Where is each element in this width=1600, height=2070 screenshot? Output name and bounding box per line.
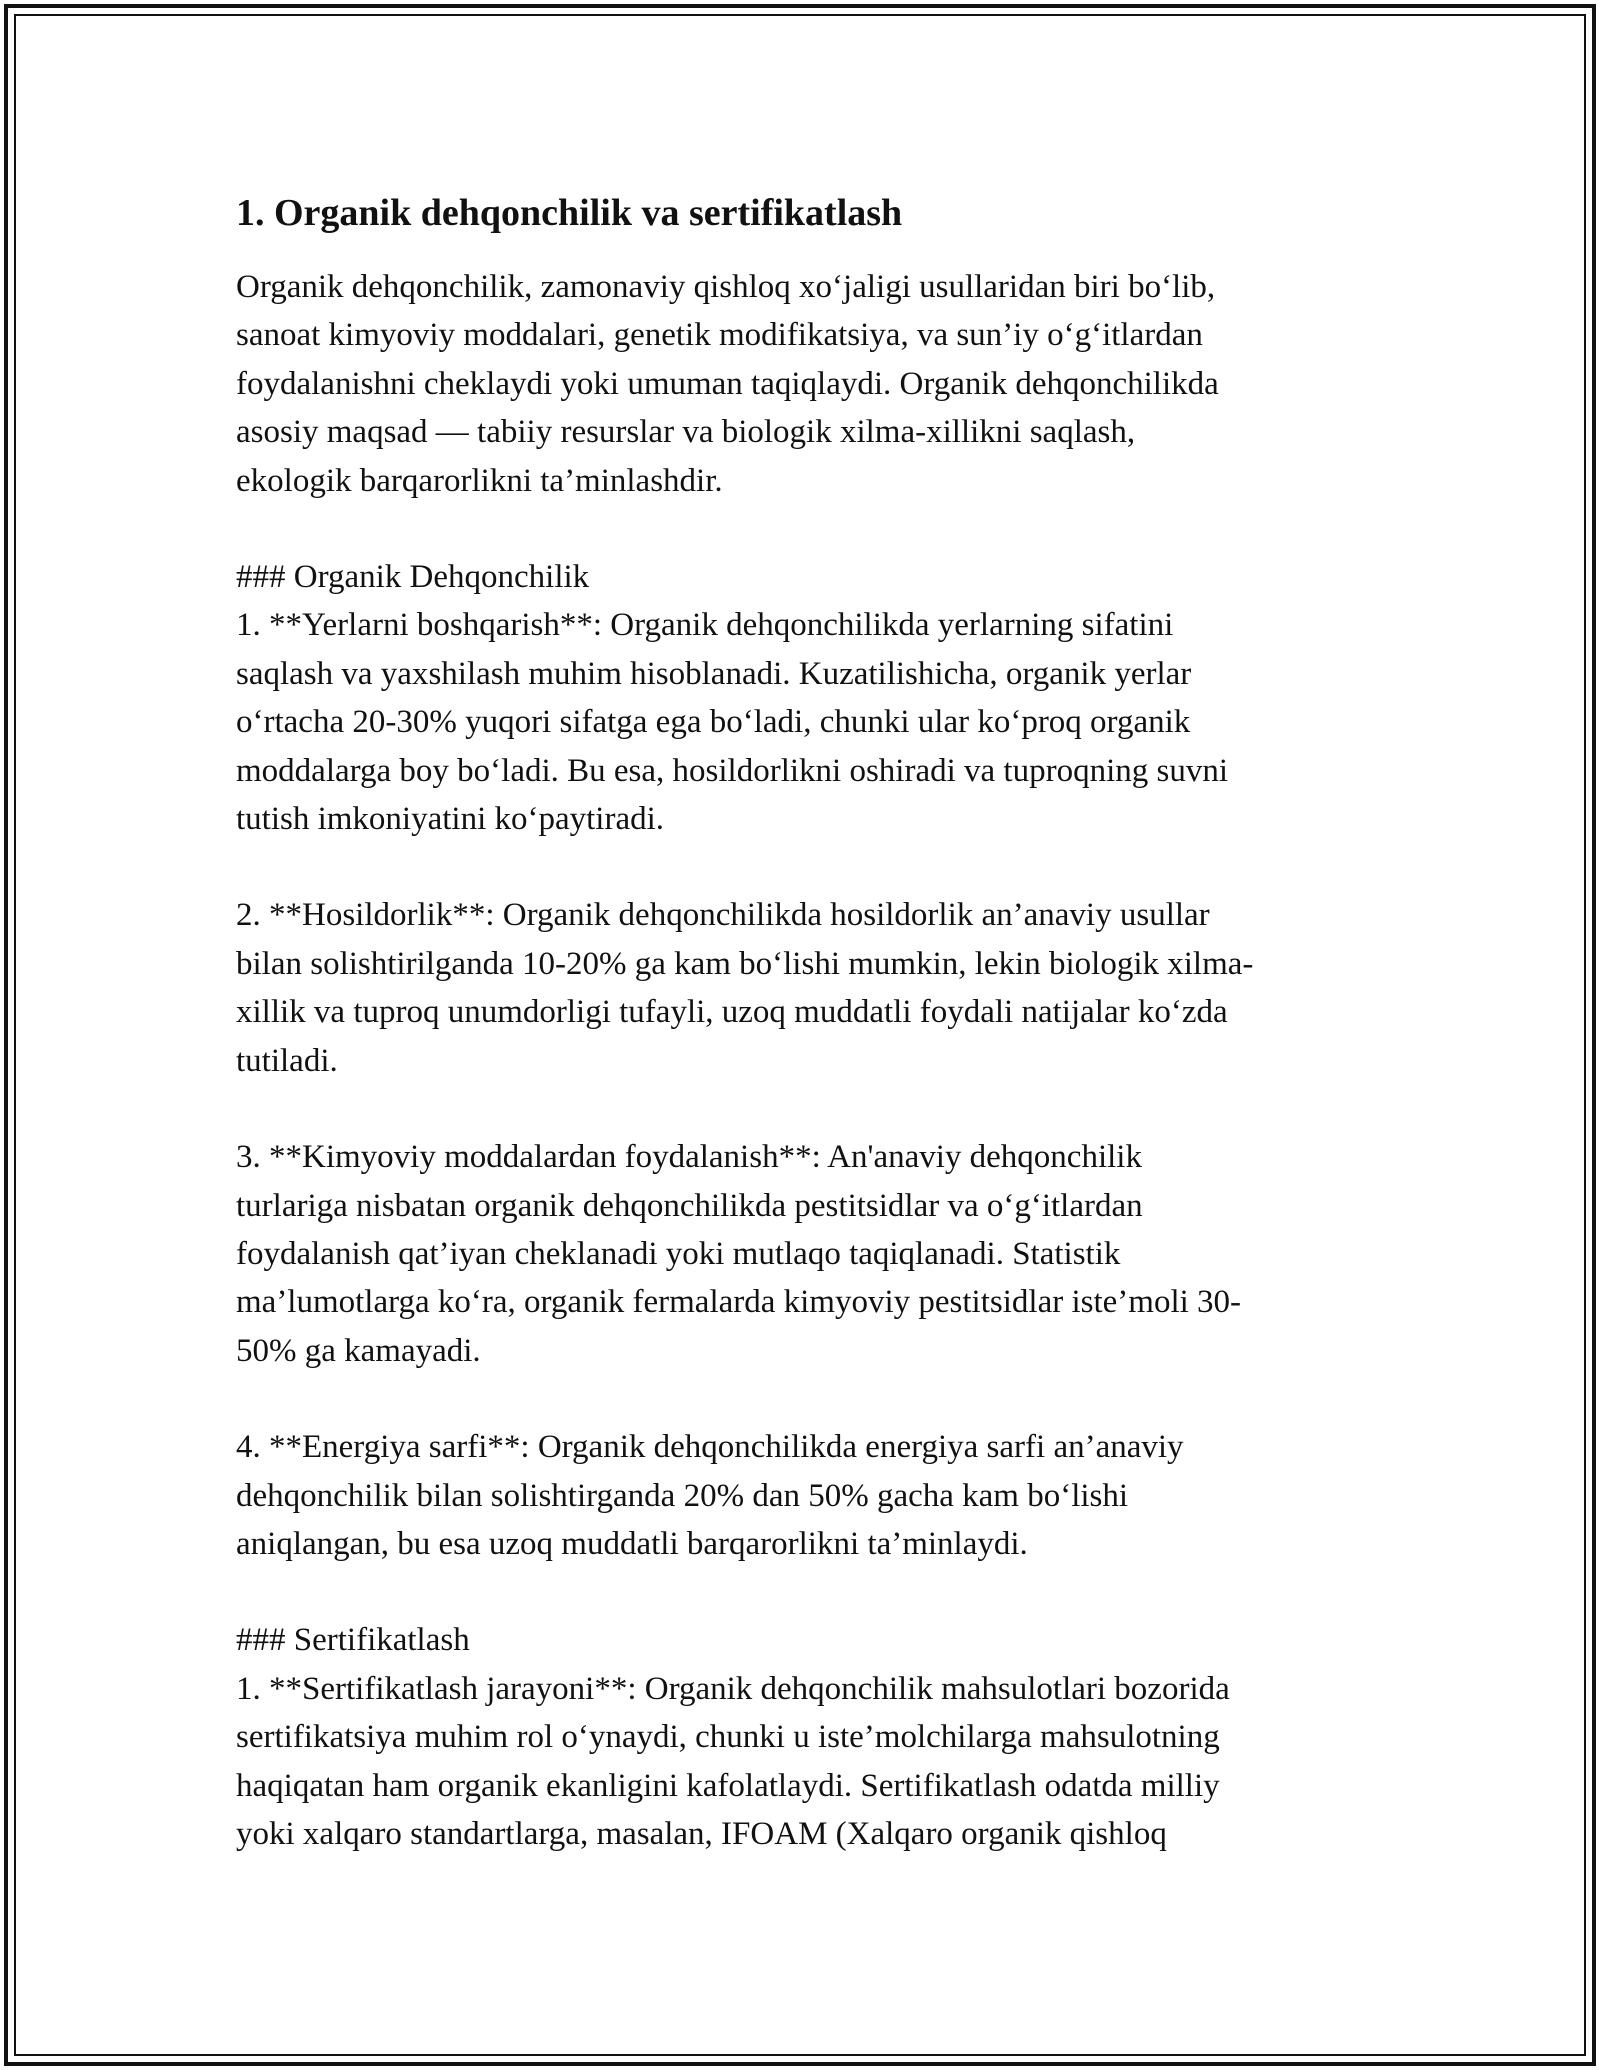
text-line: o‘rtacha 20-30% yuqori sifatga ega bo‘ladi, chunki ular ko‘proq organik bbox=[236, 704, 1191, 741]
text-line: 50% ga kamayadi. bbox=[236, 1332, 481, 1369]
text-line: tutish imkoniyatini ko‘paytiradi. bbox=[236, 801, 665, 838]
text-line: 1. **Yerlarni boshqarish**: Organik dehqonchilikda yerlarning sifatini bbox=[236, 607, 1174, 644]
text-line: foydalanishni cheklaydi yoki umuman taqiqlaydi. Organik dehqonchilikda bbox=[236, 365, 1219, 402]
text-line: sertifikatsiya muhim rol o‘ynaydi, chunki u iste’molchilarga mahsulotning bbox=[236, 1719, 1220, 1756]
text-line: ma’lumotlarga ko‘ra, organik fermalarda kimyoviy pestitsidlar iste’moli 30- bbox=[236, 1284, 1242, 1321]
paragraph-sertifikat-1 bbox=[236, 1616, 1386, 1858]
text-line: 3. **Kimyoviy moddalardan foydalanish**: An'anaviy dehqonchilik bbox=[236, 1139, 1142, 1176]
paragraph-intro bbox=[236, 263, 1386, 505]
paragraph-organik-4 bbox=[236, 1423, 1386, 1568]
text-line: dehqonchilik bilan solishtirganda 20% dan 50% gacha kam bo‘lishi bbox=[236, 1477, 1129, 1514]
text-line: 1. **Sertifikatlash jarayoni**: Organik dehqonchilik mahsulotlari bozorida bbox=[236, 1670, 1230, 1707]
document-title: 1. Organik dehqonchilik va sertifikatlash bbox=[236, 192, 903, 234]
paragraph-organik-1 bbox=[236, 553, 1386, 843]
text-line: turlariga nisbatan organik dehqonchilikda pestitsidlar va o‘g‘itlardan bbox=[236, 1187, 1143, 1224]
document-page bbox=[236, 185, 1386, 1906]
text-line: asosiy maqsad — tabiiy resurslar va biologik xilma-xillikni saqlash, bbox=[236, 414, 1136, 451]
text-line: foydalanish qat’iyan cheklanadi yoki mutlaqo taqiqlanadi. Statistik bbox=[236, 1235, 1121, 1272]
section-heading-organik: ### Organik Dehqonchilik bbox=[236, 559, 590, 596]
text-line: sanoat kimyoviy moddalari, genetik modifikatsiya, va sun’iy o‘g‘itlardan bbox=[236, 317, 1203, 354]
text-line: tutiladi. bbox=[236, 1042, 338, 1079]
paragraph-organik-2 bbox=[236, 891, 1386, 1085]
text-line: 2. **Hosildorlik**: Organik dehqonchilikda hosildorlik an’anaviy usullar bbox=[236, 897, 1210, 934]
text-line: 4. **Energiya sarfi**: Organik dehqonchilikda energiya sarfi an’anaviy bbox=[236, 1429, 1184, 1466]
section-heading-sertifikat: ### Sertifikatlash bbox=[236, 1622, 470, 1659]
paragraph-organik-3 bbox=[236, 1133, 1386, 1375]
text-line: aniqlangan, bu esa uzoq muddatli barqarorlikni ta’minlaydi. bbox=[236, 1525, 1028, 1562]
text-line: xillik va tuproq unumdorligi tufayli, uzoq muddatli foydali natijalar ko‘zda bbox=[236, 994, 1228, 1031]
text-line: moddalarga boy bo‘ladi. Bu esa, hosildorlikni oshiradi va tuproqning suvni bbox=[236, 752, 1229, 789]
text-line: saqlash va yaxshilash muhim hisoblanadi. Kuzatilishicha, organik yerlar bbox=[236, 655, 1192, 692]
text-line: bilan solishtirilganda 10-20% ga kam bo‘lishi mumkin, lekin biologik xilma- bbox=[236, 945, 1254, 982]
text-line: yoki xalqaro standartlarga, masalan, IFOAM (Xalqaro organik qishloq bbox=[236, 1815, 1167, 1852]
text-line: ekologik barqarorlikni ta’minlashdir. bbox=[236, 462, 723, 499]
text-line: haqiqatan ham organik ekanligini kafolatlaydi. Sertifikatlash odatda milliy bbox=[236, 1767, 1220, 1804]
text-line: Organik dehqonchilik, zamonaviy qishloq xo‘jaligi usullaridan biri bo‘lib, bbox=[236, 269, 1216, 305]
